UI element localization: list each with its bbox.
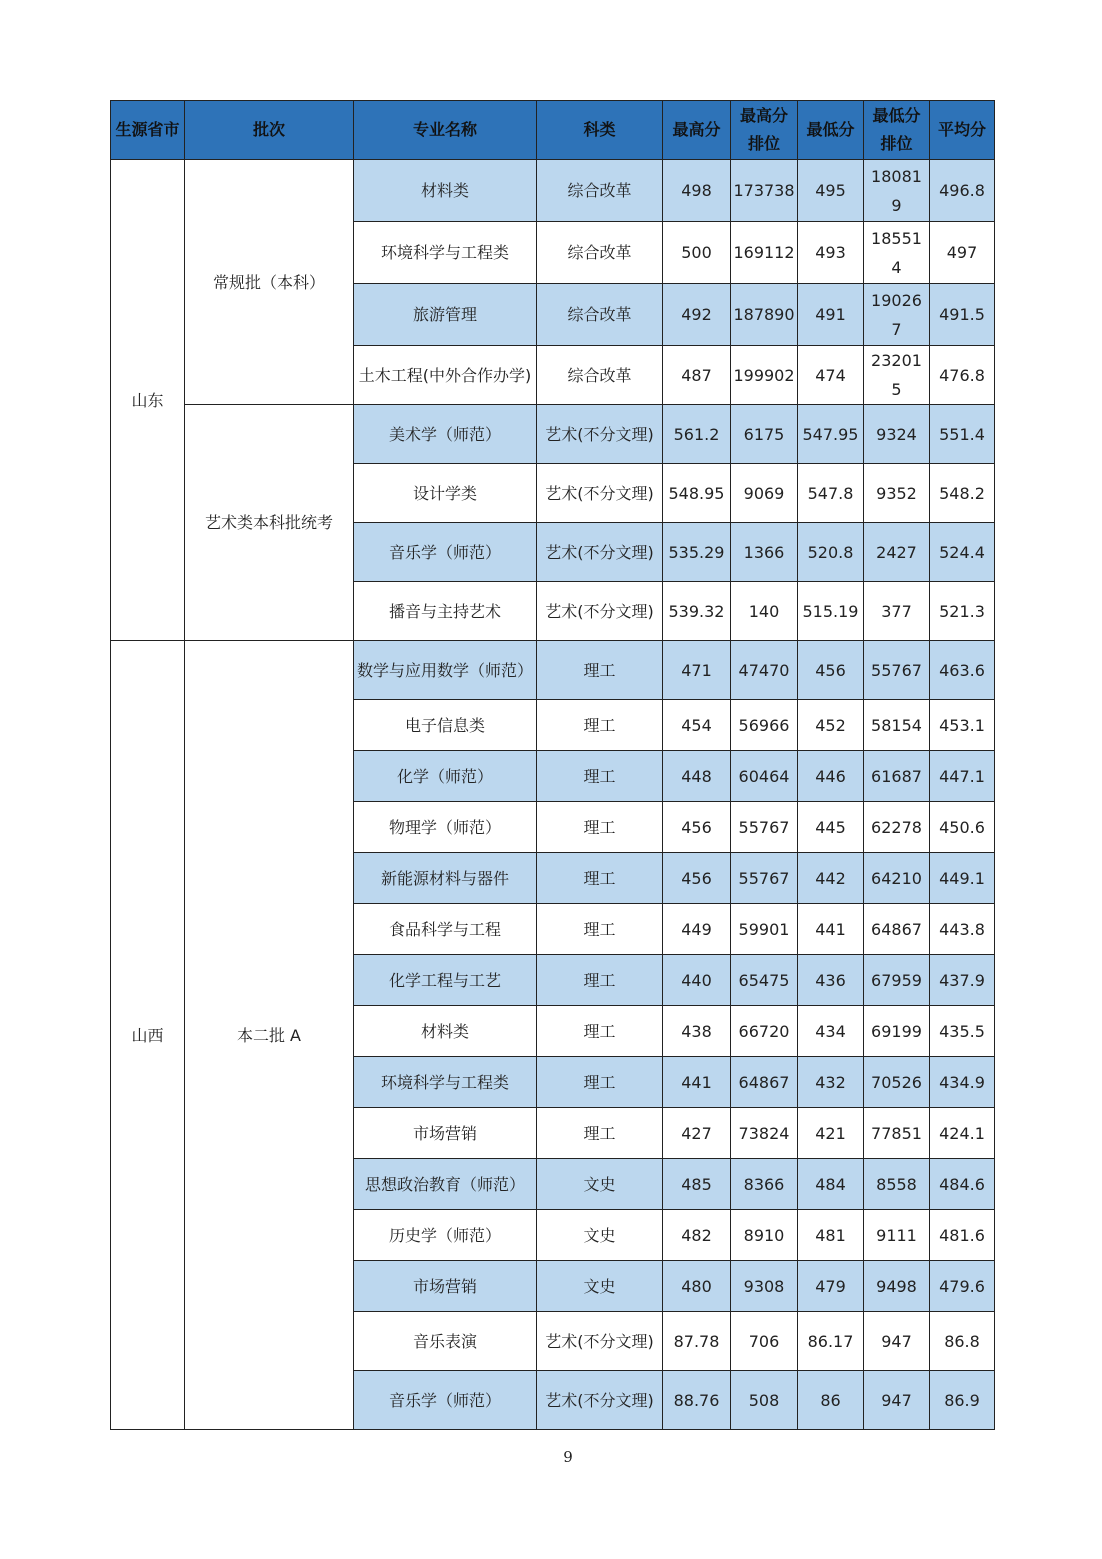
min-score-cell: 456 — [798, 641, 864, 700]
max-rank-cell: 55767 — [731, 853, 798, 904]
max-score-cell: 487 — [663, 346, 731, 405]
category-cell: 综合改革 — [537, 160, 663, 222]
category-cell: 理工 — [537, 853, 663, 904]
max-score-cell: 427 — [663, 1108, 731, 1159]
max-score-cell: 535.29 — [663, 523, 731, 582]
min-rank-cell: 9498 — [864, 1261, 930, 1312]
max-score-cell: 482 — [663, 1210, 731, 1261]
min-rank-cell: 232015 — [864, 346, 930, 405]
min-score-cell: 547.95 — [798, 405, 864, 464]
avg-score-cell: 524.4 — [930, 523, 995, 582]
max-rank-cell: 8366 — [731, 1159, 798, 1210]
max-score-cell: 448 — [663, 751, 731, 802]
avg-score-cell: 479.6 — [930, 1261, 995, 1312]
major-cell: 音乐表演 — [354, 1312, 537, 1371]
batch-cell: 艺术类本科批统考 — [185, 405, 354, 641]
max-rank-cell: 56966 — [731, 700, 798, 751]
max-score-cell: 500 — [663, 222, 731, 284]
category-cell: 理工 — [537, 1108, 663, 1159]
category-cell: 艺术(不分文理) — [537, 405, 663, 464]
min-rank-cell: 55767 — [864, 641, 930, 700]
avg-score-cell: 463.6 — [930, 641, 995, 700]
header-min-rank: 最低分排位 — [864, 101, 930, 160]
header-row — [111, 101, 995, 160]
avg-score-cell: 496.8 — [930, 160, 995, 222]
avg-score-cell: 447.1 — [930, 751, 995, 802]
avg-score-cell: 437.9 — [930, 955, 995, 1006]
max-score-cell: 498 — [663, 160, 731, 222]
min-score-cell: 434 — [798, 1006, 864, 1057]
min-rank-cell: 77851 — [864, 1108, 930, 1159]
avg-score-cell: 443.8 — [930, 904, 995, 955]
table-body — [111, 160, 995, 1430]
min-rank-cell: 9352 — [864, 464, 930, 523]
category-cell: 艺术(不分文理) — [537, 1312, 663, 1371]
max-score-cell: 539.32 — [663, 582, 731, 641]
max-rank-cell: 66720 — [731, 1006, 798, 1057]
major-cell: 美术学（师范） — [354, 405, 537, 464]
min-rank-cell: 947 — [864, 1312, 930, 1371]
header-province: 生源省市 — [111, 101, 185, 160]
category-cell: 理工 — [537, 904, 663, 955]
max-score-cell: 485 — [663, 1159, 731, 1210]
header-batch: 批次 — [185, 101, 354, 160]
category-cell: 理工 — [537, 751, 663, 802]
avg-score-cell: 434.9 — [930, 1057, 995, 1108]
max-rank-cell: 1366 — [731, 523, 798, 582]
min-score-cell: 436 — [798, 955, 864, 1006]
header-max-rank: 最高分排位 — [731, 101, 798, 160]
category-cell: 艺术(不分文理) — [537, 1371, 663, 1430]
major-cell: 数学与应用数学（师范） — [354, 641, 537, 700]
major-cell: 环境科学与工程类 — [354, 1057, 537, 1108]
max-score-cell: 456 — [663, 802, 731, 853]
major-cell: 音乐学（师范） — [354, 523, 537, 582]
min-score-cell: 442 — [798, 853, 864, 904]
category-cell: 理工 — [537, 641, 663, 700]
category-cell: 艺术(不分文理) — [537, 464, 663, 523]
min-score-cell: 86.17 — [798, 1312, 864, 1371]
avg-score-cell: 450.6 — [930, 802, 995, 853]
province-cell: 山东 — [111, 160, 185, 641]
major-cell: 音乐学（师范） — [354, 1371, 537, 1430]
min-rank-cell: 64867 — [864, 904, 930, 955]
min-score-cell: 547.8 — [798, 464, 864, 523]
major-cell: 材料类 — [354, 160, 537, 222]
avg-score-cell: 424.1 — [930, 1108, 995, 1159]
major-cell: 电子信息类 — [354, 700, 537, 751]
category-cell: 文史 — [537, 1159, 663, 1210]
major-cell: 化学（师范） — [354, 751, 537, 802]
major-cell: 旅游管理 — [354, 284, 537, 346]
max-score-cell: 548.95 — [663, 464, 731, 523]
max-score-cell: 449 — [663, 904, 731, 955]
min-rank-cell: 2427 — [864, 523, 930, 582]
major-cell: 播音与主持艺术 — [354, 582, 537, 641]
max-score-cell: 561.2 — [663, 405, 731, 464]
major-cell: 材料类 — [354, 1006, 537, 1057]
min-rank-cell: 8558 — [864, 1159, 930, 1210]
max-rank-cell: 55767 — [731, 802, 798, 853]
min-rank-cell: 61687 — [864, 751, 930, 802]
category-cell: 文史 — [537, 1261, 663, 1312]
min-score-cell: 491 — [798, 284, 864, 346]
max-rank-cell: 140 — [731, 582, 798, 641]
min-score-cell: 520.8 — [798, 523, 864, 582]
min-rank-cell: 62278 — [864, 802, 930, 853]
max-score-cell: 492 — [663, 284, 731, 346]
category-cell: 文史 — [537, 1210, 663, 1261]
max-score-cell: 88.76 — [663, 1371, 731, 1430]
major-cell: 化学工程与工艺 — [354, 955, 537, 1006]
avg-score-cell: 521.3 — [930, 582, 995, 641]
max-rank-cell: 8910 — [731, 1210, 798, 1261]
avg-score-cell: 86.8 — [930, 1312, 995, 1371]
max-score-cell: 454 — [663, 700, 731, 751]
table-row — [111, 405, 995, 464]
batch-cell: 常规批（本科） — [185, 160, 354, 405]
min-score-cell: 432 — [798, 1057, 864, 1108]
max-score-cell: 480 — [663, 1261, 731, 1312]
max-rank-cell: 65475 — [731, 955, 798, 1006]
max-rank-cell: 706 — [731, 1312, 798, 1371]
min-score-cell: 86 — [798, 1371, 864, 1430]
header-min-score: 最低分 — [798, 101, 864, 160]
category-cell: 综合改革 — [537, 284, 663, 346]
min-score-cell: 446 — [798, 751, 864, 802]
header-max-score: 最高分 — [663, 101, 731, 160]
max-rank-cell: 199902 — [731, 346, 798, 405]
min-rank-cell: 70526 — [864, 1057, 930, 1108]
min-score-cell: 484 — [798, 1159, 864, 1210]
category-cell: 理工 — [537, 700, 663, 751]
avg-score-cell: 484.6 — [930, 1159, 995, 1210]
min-rank-cell: 9111 — [864, 1210, 930, 1261]
max-rank-cell: 64867 — [731, 1057, 798, 1108]
max-rank-cell: 59901 — [731, 904, 798, 955]
max-score-cell: 471 — [663, 641, 731, 700]
major-cell: 市场营销 — [354, 1108, 537, 1159]
batch-cell: 本二批 A — [185, 641, 354, 1430]
min-rank-cell: 180819 — [864, 160, 930, 222]
min-score-cell: 441 — [798, 904, 864, 955]
category-cell: 理工 — [537, 1006, 663, 1057]
min-score-cell: 474 — [798, 346, 864, 405]
major-cell: 历史学（师范） — [354, 1210, 537, 1261]
avg-score-cell: 435.5 — [930, 1006, 995, 1057]
category-cell: 综合改革 — [537, 346, 663, 405]
major-cell: 市场营销 — [354, 1261, 537, 1312]
province-cell: 山西 — [111, 641, 185, 1430]
min-rank-cell: 58154 — [864, 700, 930, 751]
major-cell: 环境科学与工程类 — [354, 222, 537, 284]
header-major: 专业名称 — [354, 101, 537, 160]
min-rank-cell: 64210 — [864, 853, 930, 904]
avg-score-cell: 481.6 — [930, 1210, 995, 1261]
avg-score-cell: 86.9 — [930, 1371, 995, 1430]
major-cell: 物理学（师范） — [354, 802, 537, 853]
major-cell: 设计学类 — [354, 464, 537, 523]
min-score-cell: 495 — [798, 160, 864, 222]
major-cell: 思想政治教育（师范） — [354, 1159, 537, 1210]
admission-scores-table — [110, 100, 995, 1430]
major-cell: 土木工程(中外合作办学) — [354, 346, 537, 405]
table-header — [111, 101, 995, 160]
min-rank-cell: 190267 — [864, 284, 930, 346]
header-category: 科类 — [537, 101, 663, 160]
min-score-cell: 515.19 — [798, 582, 864, 641]
table-row — [111, 641, 995, 700]
category-cell: 理工 — [537, 1057, 663, 1108]
avg-score-cell: 548.2 — [930, 464, 995, 523]
max-rank-cell: 6175 — [731, 405, 798, 464]
min-score-cell: 452 — [798, 700, 864, 751]
min-rank-cell: 185514 — [864, 222, 930, 284]
avg-score-cell: 497 — [930, 222, 995, 284]
table-row — [111, 160, 995, 222]
max-rank-cell: 60464 — [731, 751, 798, 802]
min-rank-cell: 67959 — [864, 955, 930, 1006]
min-rank-cell: 947 — [864, 1371, 930, 1430]
max-rank-cell: 169112 — [731, 222, 798, 284]
max-score-cell: 438 — [663, 1006, 731, 1057]
major-cell: 新能源材料与器件 — [354, 853, 537, 904]
min-score-cell: 493 — [798, 222, 864, 284]
category-cell: 综合改革 — [537, 222, 663, 284]
category-cell: 艺术(不分文理) — [537, 523, 663, 582]
avg-score-cell: 551.4 — [930, 405, 995, 464]
avg-score-cell: 491.5 — [930, 284, 995, 346]
category-cell: 理工 — [537, 802, 663, 853]
min-rank-cell: 377 — [864, 582, 930, 641]
avg-score-cell: 476.8 — [930, 346, 995, 405]
max-rank-cell: 47470 — [731, 641, 798, 700]
avg-score-cell: 453.1 — [930, 700, 995, 751]
max-rank-cell: 9069 — [731, 464, 798, 523]
category-cell: 艺术(不分文理) — [537, 582, 663, 641]
max-rank-cell: 173738 — [731, 160, 798, 222]
max-rank-cell: 187890 — [731, 284, 798, 346]
max-score-cell: 440 — [663, 955, 731, 1006]
major-cell: 食品科学与工程 — [354, 904, 537, 955]
max-rank-cell: 508 — [731, 1371, 798, 1430]
max-rank-cell: 73824 — [731, 1108, 798, 1159]
min-rank-cell: 9324 — [864, 405, 930, 464]
avg-score-cell: 449.1 — [930, 853, 995, 904]
min-score-cell: 481 — [798, 1210, 864, 1261]
max-score-cell: 456 — [663, 853, 731, 904]
min-score-cell: 421 — [798, 1108, 864, 1159]
max-score-cell: 87.78 — [663, 1312, 731, 1371]
max-score-cell: 441 — [663, 1057, 731, 1108]
page-number: 9 — [563, 1448, 573, 1466]
min-score-cell: 479 — [798, 1261, 864, 1312]
header-avg-score: 平均分 — [930, 101, 995, 160]
category-cell: 理工 — [537, 955, 663, 1006]
min-rank-cell: 69199 — [864, 1006, 930, 1057]
min-score-cell: 445 — [798, 802, 864, 853]
max-rank-cell: 9308 — [731, 1261, 798, 1312]
